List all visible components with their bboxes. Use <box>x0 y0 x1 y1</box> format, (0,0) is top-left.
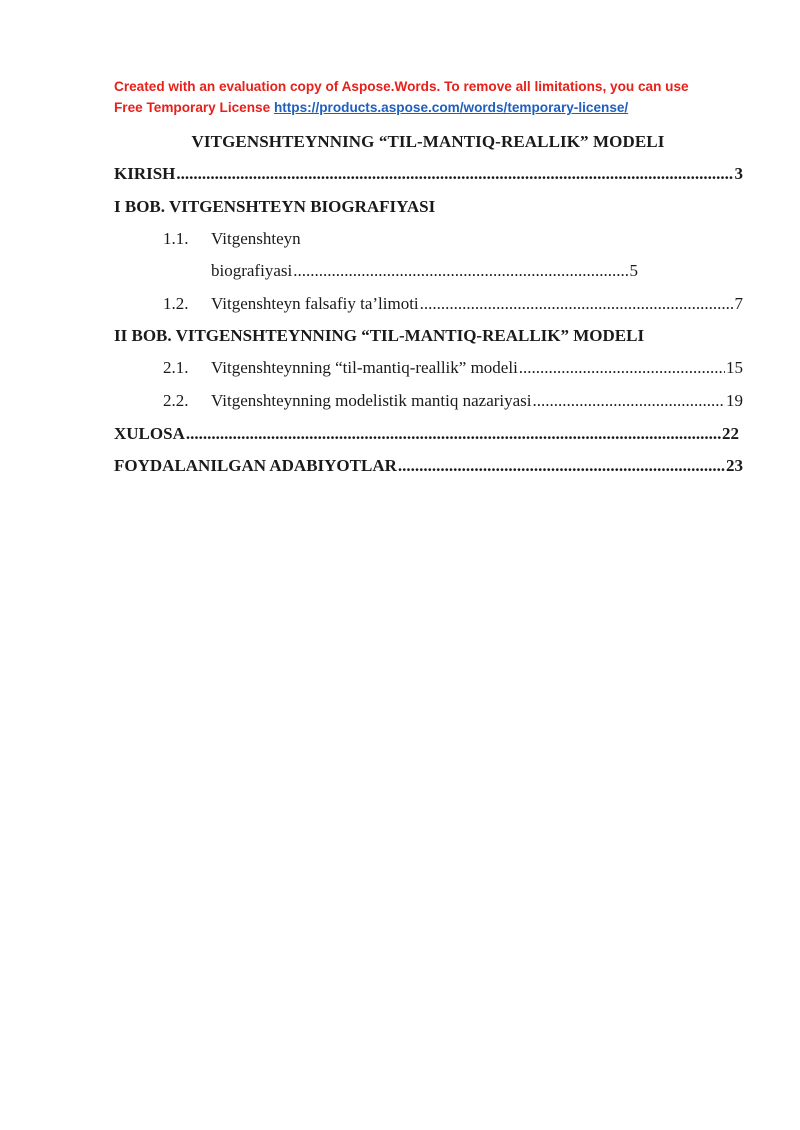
toc-page-number: 5 <box>629 261 638 280</box>
toc-entry-label[interactable]: Vitgenshteyn <box>211 229 301 248</box>
toc-entry-label: XULOSA <box>114 424 185 443</box>
toc-entry-label: Vitgenshteynning “til-mantiq-reallik” modeli <box>211 358 518 377</box>
toc-section-number: 1.2. <box>163 294 189 313</box>
toc-entry-modelistik-mantiq[interactable] <box>211 390 743 412</box>
toc-entry-label: biografiyasi <box>211 261 293 280</box>
toc-dot-leader <box>186 423 721 445</box>
evaluation-notice-line1: Created with an evaluation copy of Aspose.Words. To remove all limitations, you can use <box>114 79 689 94</box>
toc-page-number: 22 <box>722 424 739 443</box>
toc-entry-label: KIRISH <box>114 164 176 183</box>
toc-section-number: 2.1. <box>163 358 189 377</box>
toc-entry-biografiyasi[interactable] <box>211 260 638 282</box>
toc-entry-label: Vitgenshteynning modelistik mantiq nazariyasi <box>211 391 532 410</box>
toc-dot-leader <box>420 293 734 315</box>
toc-section-number: 1.1. <box>163 229 189 248</box>
toc-page-number: 19 <box>726 391 743 410</box>
toc-dot-leader <box>533 390 725 412</box>
toc-entry-kirish[interactable] <box>114 163 743 185</box>
toc-chapter-2-heading[interactable]: II BOB. VITGENSHTEYNNING “TIL-MANTIQ-REALLIK” MODELI <box>114 326 645 345</box>
evaluation-notice <box>114 76 754 118</box>
toc-chapter-1-heading[interactable]: I BOB. VITGENSHTEYN BIOGRAFIYASI <box>114 197 436 216</box>
toc-dot-leader <box>398 455 725 477</box>
toc-dot-leader <box>176 163 733 185</box>
toc-page-number: 3 <box>734 164 743 183</box>
toc-entry-xulosa[interactable] <box>114 423 739 445</box>
toc-page-number: 15 <box>726 358 743 377</box>
document-title: VITGENSHTEYNNING “TIL-MANTIQ-REALLIK” MODELI <box>191 132 665 151</box>
toc-page-number: 7 <box>734 294 743 313</box>
toc-entry-label: Vitgenshteyn falsafiy ta’limoti <box>211 294 419 313</box>
toc-page-number: 23 <box>726 456 743 475</box>
toc-entry-falsafiy-talimoti[interactable] <box>211 293 743 315</box>
toc-section-number: 2.2. <box>163 391 189 410</box>
toc-entry-foydalanilgan-adabiyotlar[interactable] <box>114 455 743 477</box>
evaluation-notice-line2 <box>114 97 754 118</box>
toc-dot-leader <box>519 357 725 379</box>
toc-entry-label: FOYDALANILGAN ADABIYOTLAR <box>114 456 397 475</box>
toc-dot-leader <box>293 260 628 282</box>
toc-entry-til-mantiq-reallik-modeli[interactable] <box>211 357 743 379</box>
temporary-license-link[interactable]: https://products.aspose.com/words/temporary-license/ <box>273 100 629 115</box>
evaluation-notice-license-text: Free Temporary License <box>114 100 271 115</box>
